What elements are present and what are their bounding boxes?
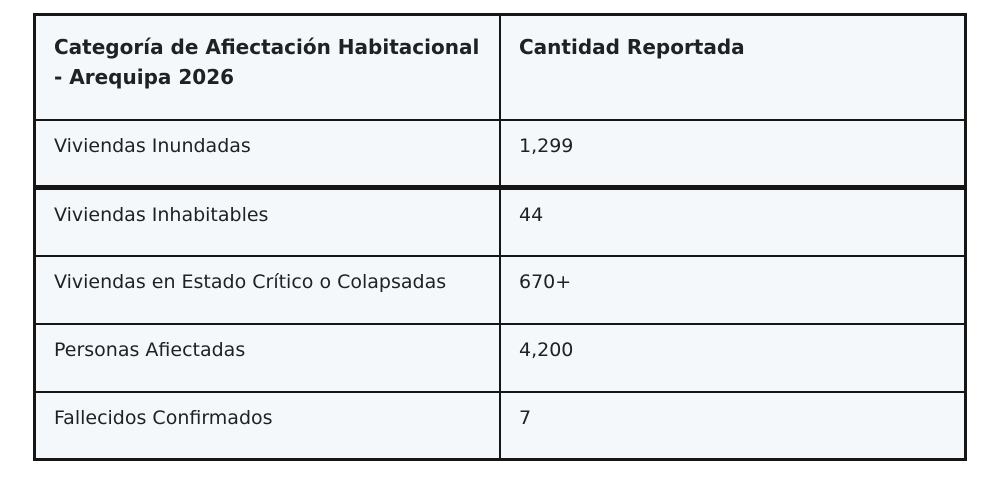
row-value: 44 [500,188,966,256]
table-row [35,120,966,188]
housing-affectation-table [33,13,967,461]
row-label: Personas Afiectadas [35,324,501,392]
header-row [35,15,966,120]
row-label: Viviendas en Estado Crítico o Colapsadas [35,256,501,324]
row-value: 670+ [500,256,966,324]
table-head [35,15,966,120]
column-header-quantity: Cantidad Reportada [500,15,966,120]
table-row [35,392,966,460]
row-value: 7 [500,392,966,460]
column-header-category: Categoría de Afiectación Habitacional - Arequipa 2026 [35,15,501,120]
table-row [35,188,966,256]
row-label: Fallecidos Confirmados [35,392,501,460]
row-label: Viviendas Inundadas [35,120,501,188]
table-body [35,120,966,460]
row-value: 4,200 [500,324,966,392]
row-label: Viviendas Inhabitables [35,188,501,256]
table-row [35,324,966,392]
row-value: 1,299 [500,120,966,188]
table-row [35,256,966,324]
